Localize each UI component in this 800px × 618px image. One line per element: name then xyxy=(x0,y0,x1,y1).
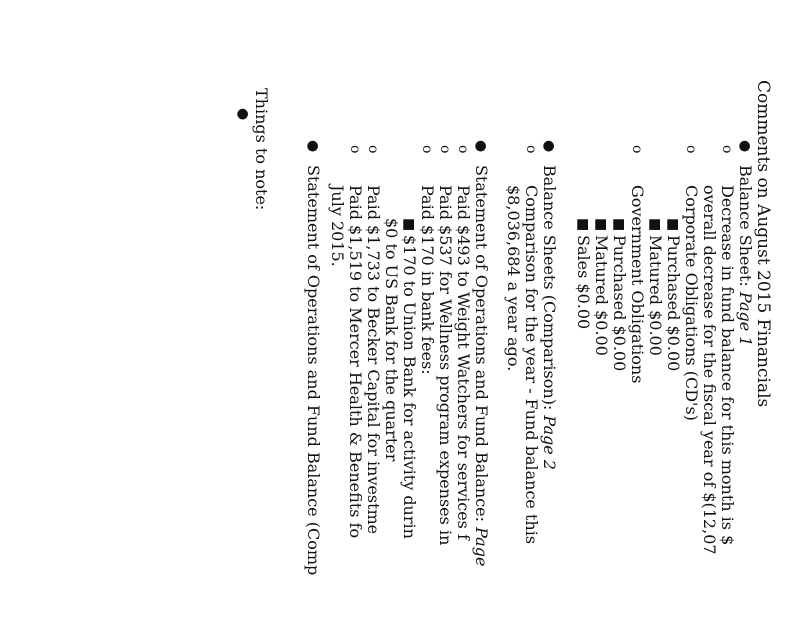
gov-sales: Sales $0.00 xyxy=(574,235,593,330)
operations-item-bank-fees: Paid $170 in bank fees: xyxy=(418,185,437,375)
balance-item-corporate: Corporate Obligations (CD's) xyxy=(682,185,701,421)
comparison-item: Comparison for the year - Fund balance this xyxy=(522,185,541,545)
bank-fee-union-bank: $170 to Union Bank for activity durin xyxy=(400,235,419,539)
operations-item-mercer: Paid $1,519 to Mercer Health & Benefits fo xyxy=(346,185,365,539)
operations-item-weight-watchers: Paid $493 to Weight Watchers for services f xyxy=(454,185,473,540)
circle-bullet-icon: o xyxy=(683,145,699,154)
balance-item: Decrease in fund balance for this month is $ xyxy=(718,185,737,546)
section-heading-operations-comparison: Statement of Operations and Fund Balance (Comp xyxy=(304,165,323,576)
document-title: Comments on August 2015 Financials xyxy=(753,80,773,408)
things-to-note-label: Things to note: xyxy=(252,88,271,211)
operations-item-mercer-continued: July 2015. xyxy=(328,185,347,267)
operations-item-becker: Paid $1,733 to Becker Capital for investme xyxy=(364,185,383,535)
square-bullet-icon: ■ xyxy=(401,218,417,232)
square-bullet-icon: ■ xyxy=(611,218,627,232)
corporate-matured: Matured $0.00 xyxy=(646,235,665,356)
gov-purchased: Purchased $0.00 xyxy=(610,235,629,372)
comparison-item-continued: $8,036,684 a year ago. xyxy=(504,185,523,372)
gov-matured: Matured $0.00 xyxy=(592,235,611,356)
bullet-icon: ● xyxy=(473,140,489,153)
section-heading-operations: Statement of Operations and Fund Balance: Page xyxy=(472,165,491,567)
circle-bullet-icon: o xyxy=(365,145,381,154)
circle-bullet-icon: o xyxy=(455,145,471,154)
corporate-purchased: Purchased $0.00 xyxy=(664,235,683,372)
bullet-icon: ● xyxy=(305,140,321,153)
square-bullet-icon: ■ xyxy=(647,218,663,232)
circle-bullet-icon: o xyxy=(347,145,363,154)
circle-bullet-icon: o xyxy=(419,145,435,154)
bullet-icon: ● xyxy=(541,140,557,153)
operations-item-wellness: Paid $537 for Wellness program expenses in xyxy=(436,185,455,546)
bullet-icon: ● xyxy=(235,108,251,121)
section-heading-comparison: Balance Sheets (Comparison): Page 2 xyxy=(540,165,559,470)
square-bullet-icon: ■ xyxy=(593,218,609,232)
circle-bullet-icon: o xyxy=(719,145,735,154)
bank-fee-us-bank: $0 to US Bank for the quarter xyxy=(382,218,401,462)
balance-item-continued: overall decrease for the fiscal year of $(12,07 xyxy=(700,185,719,555)
section-heading-balance-sheet: Balance Sheet: Page 1 xyxy=(736,165,755,347)
circle-bullet-icon: o xyxy=(523,145,539,154)
bullet-icon: ● xyxy=(737,140,753,153)
square-bullet-icon: ■ xyxy=(575,218,591,232)
square-bullet-icon: ■ xyxy=(665,218,681,232)
gov-obligations-heading: Government Obligations xyxy=(628,185,647,384)
circle-bullet-icon: o xyxy=(437,145,453,154)
circle-bullet-icon: o xyxy=(629,145,645,154)
